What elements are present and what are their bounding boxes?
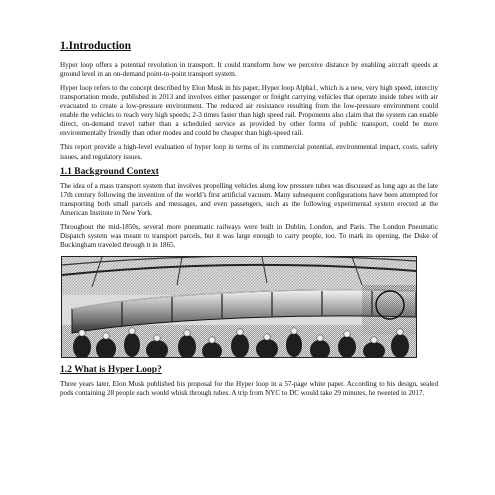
paragraph-background-1: The idea of a mass transport system that involves propelling vehicles along low pressure tubes was discussed as long ago as the late 17th century following the invention of the world’s first artificial vacuum. Many subsequent configurations have been attempted for transporting both small parcels and messages, and even passengers, such as the following experimental system erected at the American Institute in New York. (60, 181, 438, 218)
heading-what-is-hyper-loop: 1.2 What is Hyper Loop? (60, 364, 162, 375)
paragraph-what-is-1: Three years later, Elon Musk published his proposal for the Hyper loop in a 57-page white paper. According to his design, sealed pods containing 28 people each would whisk through tubes. A trip from NYC to DC would take 29 minutes, he tweeted in 2017. (60, 379, 438, 397)
engraving-illustration (62, 257, 416, 357)
pneumatic-railway-engraving (61, 256, 417, 358)
paragraph-intro-1: Hyper loop offers a potential revolution in transport. It could transform how we perceive distance by enabling aircraft speeds at ground level in an on-demand point-to-point transport system. (60, 60, 438, 78)
paragraph-background-2: Throughout the mid-1850s, several more pneumatic railways were built in Dublin, London, and Paris. The London Pneumatic Dispatch system was meant to transport parcels, but it was large enough to carry people, too. To mark its opening, the Duke of Buckingham traveled through it in 1865. (60, 223, 438, 250)
document-page (60, 40, 438, 403)
heading-background-context: 1.1 Background Context (60, 166, 159, 177)
heading-introduction: 1.Introduction (60, 40, 132, 52)
paragraph-intro-2: Hyper loop refers to the concept described by Elon Musk in his paper, Hyper loop Alpha1, which is a new, very high speed, intercity transportation mode, published in 2013 and involves either passenger or freight carrying vehicles that operate inside tubes with air evacuated to create a low-pressure environment. The reduced air resistance resulting from the low-pressure environment could enable the vehicles to reach very high speeds; 2-3 times faster than high speed rail. Proponents also claim that the system can enable direct, on-demand travel rather than a scheduled service as provided by other forms of public transport, could be more environmentally friendly than other modes and could be cheaper than high-speed rail. (60, 83, 438, 138)
paragraph-intro-3: This report provide a high-level evaluation of hyper loop in terms of its commercial potential, environmental impact, costs, safety issues, and regulatory issues. (60, 143, 438, 161)
